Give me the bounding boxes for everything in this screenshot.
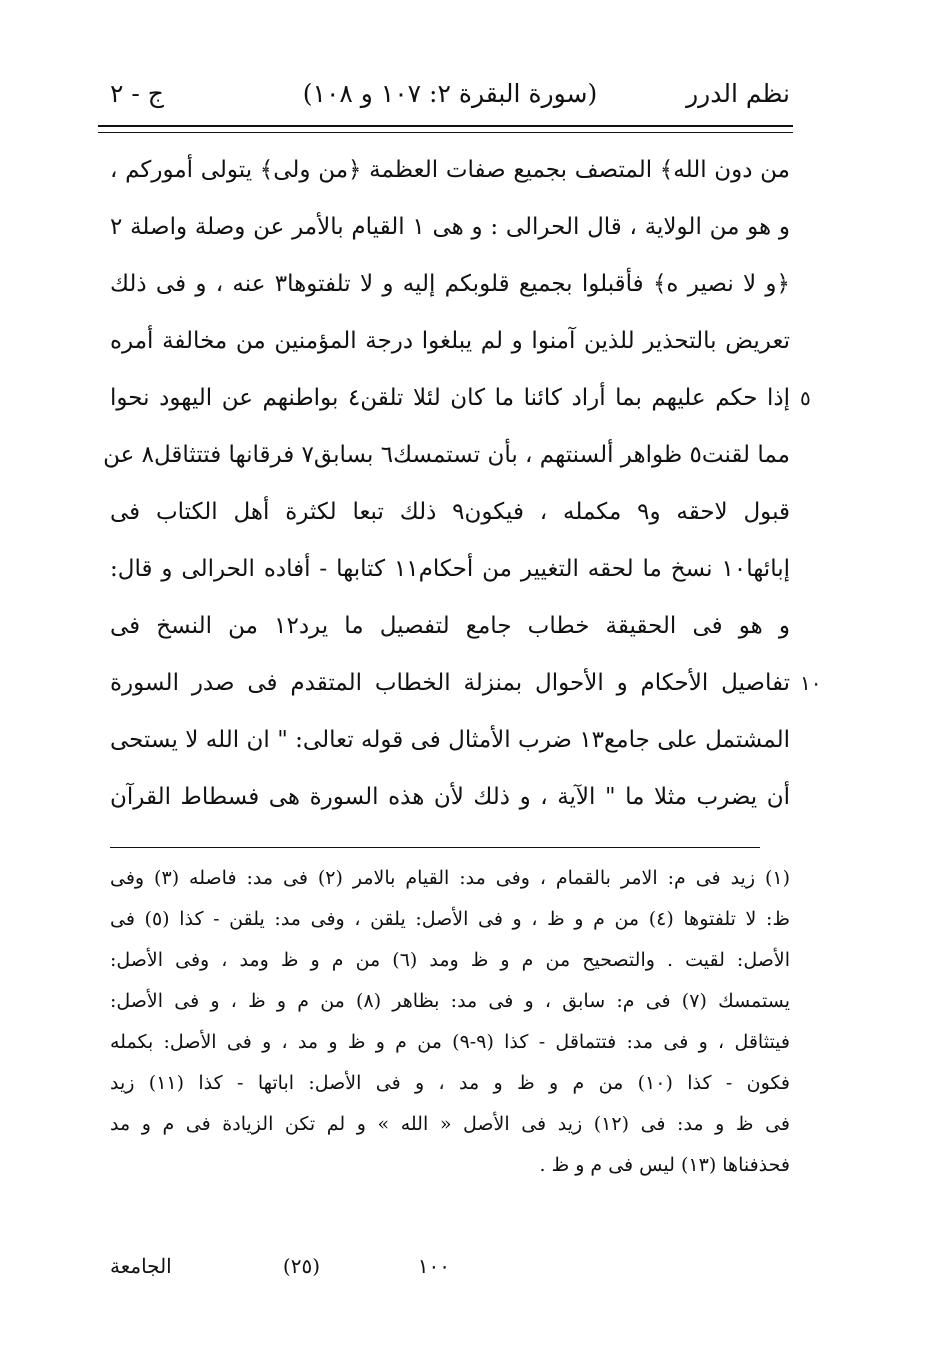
line-text: أن يضرب مثلا ما " الآية ، و ذلك لأن هذه السورة هى فسطاط القرآن — [110, 784, 790, 810]
text-line — [110, 370, 811, 427]
footnote-line: يستمسك (٧) فى م: سابق ، و فى مد: بظاهر (٨) من م و ظ ، و فى الأصل: — [110, 990, 790, 1012]
printer-signature — [110, 1248, 790, 1284]
line-text: من دون الله﴾ المتصف بجميع صفات العظمة ﴿من ولى﴾ يتولى أموركم ، — [110, 157, 790, 183]
text-line — [110, 256, 790, 313]
line-text: قبول لاحقه و٩ مكمله ، فيكون٩ ذلك تبعا لكثرة أهل الكتاب فى — [110, 499, 791, 525]
footnote-line: الأصل: لقيت . والتصحيح من م و ظ ومد (٦) من م و ظ ومد ، وفى الأصل: — [110, 949, 790, 971]
line-text: تعريض بالتحذير للذين آمنوا و لم يبلغوا درجة المؤمنين من مخالفة أمره — [110, 328, 790, 354]
main-text-block — [103, 142, 822, 826]
line-text: و هو من الولاية ، قال الحرالى : و هى ١ القيام بالأمر عن وصلة واصلة ٢ — [110, 214, 790, 240]
text-line — [103, 427, 790, 484]
line-text: تفاصيل الأحكام و الأحوال بمنزلة الخطاب المتقدم فى صدر السورة — [110, 670, 790, 696]
text-line — [110, 313, 790, 370]
footnote-separator — [110, 847, 760, 848]
running-header — [110, 72, 790, 116]
line-text: مما لقنت٥ ظواهر ألسنتهم ، بأن تستمسك٦ بسابق٧ فرقانها فتتثاقل٨ عن — [103, 442, 790, 468]
footnote-line: فحذفناها (١٣) ليس فى م و ظ . — [539, 1154, 790, 1176]
text-line — [110, 541, 790, 598]
line-text: إذا حكم عليهم بما أراد كائنا ما كان لئلا تلقن٤ بواطنهم عن اليهود نحوا — [110, 385, 791, 411]
text-line — [110, 142, 790, 199]
signature-label: الجامعة — [110, 1254, 172, 1278]
header-rule-thin — [98, 132, 793, 133]
sheet-number: (٢٥) — [282, 1254, 320, 1278]
line-text: و هو فى الحقيقة خطاب جامع لتفصيل ما يرد١٢ من النسخ فى — [110, 613, 790, 639]
header-rule-thick — [98, 125, 793, 127]
footnote-line: ظ: لا تلفتوها (٤) من م و ظ ، و فى الأصل: يلقن ، وفى مد: يلقن - كذا (٥) فى — [110, 908, 790, 930]
text-line — [110, 199, 790, 256]
line-number: ١٠ — [800, 671, 822, 695]
text-line — [110, 655, 822, 712]
volume-number: ج - ٢ — [110, 79, 164, 108]
book-title: نظم الدرر — [686, 79, 790, 108]
line-number: ٥ — [800, 386, 811, 410]
line-text: المشتمل على جامع١٣ ضرب الأمثال فى قوله تعالى: " ان الله لا يستحى — [110, 727, 790, 753]
footnotes-block — [110, 858, 790, 1186]
text-line — [110, 712, 790, 769]
footnote-line: فيتثاقل ، و فى مد: فتتماقل - كذا (٩-٩) من م و ظ و مد ، و فى الأصل: بكمله — [110, 1031, 790, 1053]
page-serial-number: ١٠٠ — [417, 1254, 450, 1278]
line-text: ﴿و لا نصير ه﴾ فأقبلوا بجميع قلوبكم إليه و لا تلفتوها٣ عنه ، و فى ذلك — [110, 271, 790, 297]
surah-reference: (سورة البقرة ٢: ١٠٧ و ١٠٨) — [302, 79, 598, 108]
footnote-line: فكون - كذا (١٠) من م و ظ و مد ، و فى الأصل: اباتها - كذا (١١) زيد — [110, 1072, 791, 1094]
footnote-line: (١) زيد فى م: الامر بالقمام ، وفى مد: القيام بالامر (٢) فى مد: فاصله (٣) وفى — [110, 867, 791, 889]
text-line — [110, 484, 790, 541]
text-line — [110, 598, 790, 655]
text-line — [110, 769, 790, 826]
line-text: إبائها١٠ نسخ ما لحقه التغيير من أحكام١١ كتابها - أفاده الحرالى و قال: — [110, 556, 790, 582]
footnote-line: فى ظ و مد: فى (١٢) زيد فى الأصل « الله » و لم تكن الزيادة فى م و مد — [110, 1113, 790, 1135]
